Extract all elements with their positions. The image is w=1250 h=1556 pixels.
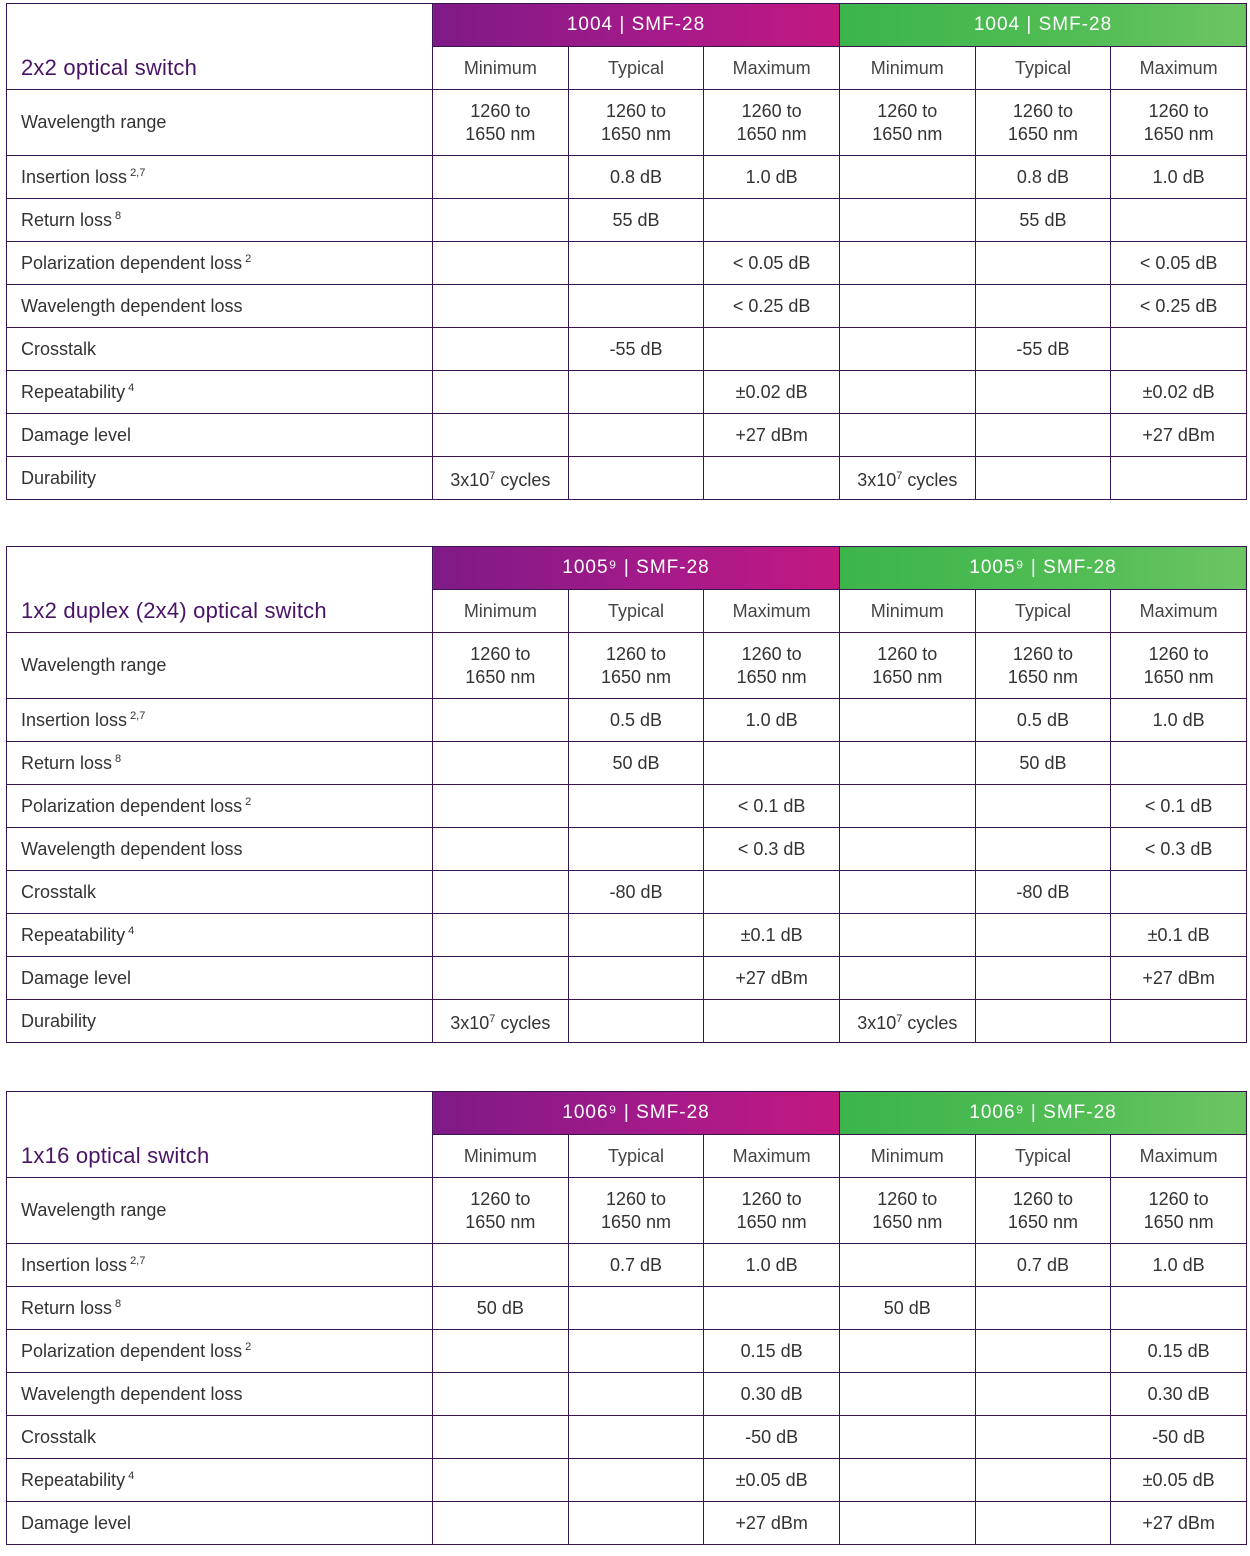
cell xyxy=(568,914,704,957)
cell: 1260 to 1650 nm xyxy=(839,633,975,699)
group-header-right: 1006⁹ | SMF-28 xyxy=(839,1092,1246,1135)
cell: < 0.25 dB xyxy=(1111,285,1247,328)
cell xyxy=(433,285,569,328)
cell xyxy=(433,156,569,199)
col-header: Typical xyxy=(975,47,1111,90)
table-row xyxy=(7,1287,1247,1330)
cell: -80 dB xyxy=(975,871,1111,914)
cell: < 0.3 dB xyxy=(704,828,840,871)
cell: 0.7 dB xyxy=(975,1244,1111,1287)
cell: $3x10^7$ cycles xyxy=(433,1000,569,1043)
cell: 1260 to 1650 nm xyxy=(568,90,704,156)
cell xyxy=(839,1330,975,1373)
cell: 0.15 dB xyxy=(1111,1330,1247,1373)
cell xyxy=(975,914,1111,957)
cell: 1260 to 1650 nm xyxy=(433,90,569,156)
cell xyxy=(839,871,975,914)
table-row xyxy=(7,457,1247,500)
cell: 0.5 dB xyxy=(975,699,1111,742)
cell xyxy=(839,199,975,242)
cell: -50 dB xyxy=(704,1416,840,1459)
cell: ±0.05 dB xyxy=(1111,1459,1247,1502)
cell xyxy=(704,1287,840,1330)
cell: 1260 to 1650 nm xyxy=(975,633,1111,699)
cell xyxy=(433,699,569,742)
cell xyxy=(568,285,704,328)
row-label: Damage level xyxy=(7,1502,433,1545)
cell xyxy=(839,742,975,785)
table-row xyxy=(7,90,1247,156)
table-row xyxy=(7,1178,1247,1244)
row-label: Polarization dependent loss $^2$ xyxy=(7,785,433,828)
table-title: 1x16 optical switch xyxy=(7,1092,433,1178)
cell: +27 dBm xyxy=(704,1502,840,1545)
row-label: Insertion loss $^{2,7}$ xyxy=(7,156,433,199)
col-header: Maximum xyxy=(1111,47,1247,90)
cell: 1.0 dB xyxy=(704,699,840,742)
cell: +27 dBm xyxy=(1111,957,1247,1000)
col-header: Typical xyxy=(568,590,704,633)
cell: +27 dBm xyxy=(1111,1502,1247,1545)
table-row xyxy=(7,871,1247,914)
cell xyxy=(839,785,975,828)
col-header: Minimum xyxy=(433,590,569,633)
cell xyxy=(433,414,569,457)
cell xyxy=(568,1287,704,1330)
cell xyxy=(975,457,1111,500)
cell: 55 dB xyxy=(568,199,704,242)
cell xyxy=(839,1502,975,1545)
row-label: Wavelength range xyxy=(7,633,433,699)
row-label: Wavelength dependent loss xyxy=(7,1373,433,1416)
cell xyxy=(839,1244,975,1287)
cell xyxy=(839,1373,975,1416)
row-label: Repeatability $^4$ xyxy=(7,914,433,957)
table-row xyxy=(7,914,1247,957)
cell xyxy=(975,1330,1111,1373)
cell xyxy=(1111,199,1247,242)
spec-table-2x2 xyxy=(6,3,1247,500)
cell xyxy=(975,414,1111,457)
cell: ±0.02 dB xyxy=(704,371,840,414)
cell xyxy=(433,199,569,242)
cell xyxy=(839,1459,975,1502)
cell xyxy=(975,1000,1111,1043)
cell: ±0.02 dB xyxy=(1111,371,1247,414)
row-label: Crosstalk xyxy=(7,328,433,371)
row-label: Return loss $^8$ xyxy=(7,199,433,242)
cell xyxy=(568,957,704,1000)
col-header: Maximum xyxy=(1111,590,1247,633)
spec-table-1x2-duplex xyxy=(6,546,1247,1043)
table-row xyxy=(7,957,1247,1000)
table-row xyxy=(7,785,1247,828)
cell: 0.5 dB xyxy=(568,699,704,742)
cell xyxy=(975,828,1111,871)
cell xyxy=(975,1459,1111,1502)
cell xyxy=(839,828,975,871)
table-row xyxy=(7,1373,1247,1416)
cell xyxy=(839,242,975,285)
cell xyxy=(975,785,1111,828)
cell: -80 dB xyxy=(568,871,704,914)
cell: < 0.05 dB xyxy=(704,242,840,285)
group-header-right: 1005⁹ | SMF-28 xyxy=(839,547,1246,590)
col-header: Maximum xyxy=(704,590,840,633)
table-title: 2x2 optical switch xyxy=(7,4,433,90)
cell: -55 dB xyxy=(975,328,1111,371)
cell xyxy=(568,1000,704,1043)
table-title: 1x2 duplex (2x4) optical switch xyxy=(7,547,433,633)
group-header-left: 1005⁹ | SMF-28 xyxy=(433,547,840,590)
cell: 1260 to 1650 nm xyxy=(1111,90,1247,156)
cell xyxy=(704,457,840,500)
table-row xyxy=(7,1416,1247,1459)
cell: 55 dB xyxy=(975,199,1111,242)
cell xyxy=(839,285,975,328)
table-row xyxy=(7,1244,1247,1287)
cell xyxy=(568,1416,704,1459)
cell: 0.8 dB xyxy=(975,156,1111,199)
row-label: Insertion loss $^{2,7}$ xyxy=(7,699,433,742)
table-row xyxy=(7,699,1247,742)
cell xyxy=(975,957,1111,1000)
cell xyxy=(568,371,704,414)
col-header: Minimum xyxy=(839,590,975,633)
col-header: Minimum xyxy=(433,1135,569,1178)
cell xyxy=(839,371,975,414)
table-row xyxy=(7,414,1247,457)
cell: 1260 to 1650 nm xyxy=(433,633,569,699)
cell xyxy=(433,1416,569,1459)
cell: < 0.05 dB xyxy=(1111,242,1247,285)
cell: 1.0 dB xyxy=(704,156,840,199)
cell xyxy=(433,328,569,371)
cell xyxy=(433,1459,569,1502)
row-label: Wavelength range xyxy=(7,1178,433,1244)
cell xyxy=(433,914,569,957)
table-row xyxy=(7,156,1247,199)
group-header-right: 1004 | SMF-28 xyxy=(839,4,1246,47)
col-header: Typical xyxy=(975,590,1111,633)
col-header: Maximum xyxy=(1111,1135,1247,1178)
cell: +27 dBm xyxy=(704,414,840,457)
cell xyxy=(568,1502,704,1545)
cell: < 0.1 dB xyxy=(704,785,840,828)
row-label: Wavelength range xyxy=(7,90,433,156)
cell: 0.30 dB xyxy=(704,1373,840,1416)
cell xyxy=(704,199,840,242)
cell: 0.15 dB xyxy=(704,1330,840,1373)
row-label: Wavelength dependent loss xyxy=(7,828,433,871)
cell xyxy=(975,285,1111,328)
table-row xyxy=(7,742,1247,785)
cell xyxy=(568,1373,704,1416)
cell xyxy=(975,1373,1111,1416)
cell xyxy=(1111,742,1247,785)
cell xyxy=(433,1502,569,1545)
col-header: Typical xyxy=(568,47,704,90)
cell: -50 dB xyxy=(1111,1416,1247,1459)
cell xyxy=(975,371,1111,414)
cell: ±0.1 dB xyxy=(1111,914,1247,957)
col-header: Minimum xyxy=(433,47,569,90)
table-row xyxy=(7,1330,1247,1373)
col-header: Minimum xyxy=(839,1135,975,1178)
cell: < 0.25 dB xyxy=(704,285,840,328)
row-label: Return loss $^8$ xyxy=(7,742,433,785)
cell xyxy=(704,871,840,914)
table-row xyxy=(7,199,1247,242)
cell xyxy=(1111,871,1247,914)
table-row xyxy=(7,1502,1247,1545)
cell xyxy=(568,242,704,285)
cell: 1260 to 1650 nm xyxy=(839,90,975,156)
cell xyxy=(568,414,704,457)
cell xyxy=(433,957,569,1000)
cell: 1.0 dB xyxy=(1111,699,1247,742)
cell: 50 dB xyxy=(568,742,704,785)
col-header: Maximum xyxy=(704,1135,840,1178)
table-row xyxy=(7,1000,1247,1043)
col-header: Minimum xyxy=(839,47,975,90)
cell xyxy=(839,957,975,1000)
cell xyxy=(433,1244,569,1287)
cell xyxy=(1111,1287,1247,1330)
table-row xyxy=(7,828,1247,871)
cell xyxy=(433,242,569,285)
cell: 1260 to 1650 nm xyxy=(1111,1178,1247,1244)
cell: 1260 to 1650 nm xyxy=(1111,633,1247,699)
cell xyxy=(839,914,975,957)
table-row xyxy=(7,285,1247,328)
cell xyxy=(839,328,975,371)
cell: 50 dB xyxy=(839,1287,975,1330)
cell: $3x10^7$ cycles xyxy=(433,457,569,500)
cell: 50 dB xyxy=(433,1287,569,1330)
cell xyxy=(1111,328,1247,371)
cell: 1260 to 1650 nm xyxy=(568,633,704,699)
col-header: Maximum xyxy=(704,47,840,90)
cell xyxy=(975,1416,1111,1459)
cell: +27 dBm xyxy=(1111,414,1247,457)
cell xyxy=(568,1459,704,1502)
cell xyxy=(839,1416,975,1459)
cell xyxy=(568,785,704,828)
table-row xyxy=(7,1459,1247,1502)
cell xyxy=(839,699,975,742)
cell: $3x10^7$ cycles xyxy=(839,1000,975,1043)
table-row xyxy=(7,328,1247,371)
table-row xyxy=(7,242,1247,285)
cell xyxy=(1111,457,1247,500)
spec-table-1x16 xyxy=(6,1091,1247,1545)
table-row xyxy=(7,633,1247,699)
cell: 1260 to 1650 nm xyxy=(704,633,840,699)
cell xyxy=(839,414,975,457)
cell xyxy=(433,785,569,828)
cell: 1260 to 1650 nm xyxy=(568,1178,704,1244)
row-label: Repeatability $^4$ xyxy=(7,1459,433,1502)
row-label: Damage level xyxy=(7,414,433,457)
row-label: Polarization dependent loss $^2$ xyxy=(7,242,433,285)
col-header: Typical xyxy=(975,1135,1111,1178)
group-header-left: 1006⁹ | SMF-28 xyxy=(433,1092,840,1135)
cell: < 0.1 dB xyxy=(1111,785,1247,828)
cell: 1260 to 1650 nm xyxy=(975,90,1111,156)
cell xyxy=(568,457,704,500)
row-label: Durability xyxy=(7,457,433,500)
cell: -55 dB xyxy=(568,328,704,371)
row-label: Polarization dependent loss $^2$ xyxy=(7,1330,433,1373)
cell xyxy=(433,871,569,914)
cell: 1.0 dB xyxy=(704,1244,840,1287)
row-label: Durability xyxy=(7,1000,433,1043)
cell: $3x10^7$ cycles xyxy=(839,457,975,500)
cell xyxy=(1111,1000,1247,1043)
cell: < 0.3 dB xyxy=(1111,828,1247,871)
group-header-left: 1004 | SMF-28 xyxy=(433,4,840,47)
cell: ±0.1 dB xyxy=(704,914,840,957)
cell xyxy=(704,328,840,371)
cell: 0.30 dB xyxy=(1111,1373,1247,1416)
cell: 1260 to 1650 nm xyxy=(975,1178,1111,1244)
cell xyxy=(433,1330,569,1373)
row-label: Return loss $^8$ xyxy=(7,1287,433,1330)
cell: 50 dB xyxy=(975,742,1111,785)
cell: 1260 to 1650 nm xyxy=(704,90,840,156)
cell: ±0.05 dB xyxy=(704,1459,840,1502)
cell xyxy=(704,1000,840,1043)
cell xyxy=(839,156,975,199)
cell: 1.0 dB xyxy=(1111,1244,1247,1287)
cell: 1260 to 1650 nm xyxy=(704,1178,840,1244)
cell: 1.0 dB xyxy=(1111,156,1247,199)
row-label: Crosstalk xyxy=(7,1416,433,1459)
row-label: Wavelength dependent loss xyxy=(7,285,433,328)
col-header: Typical xyxy=(568,1135,704,1178)
cell xyxy=(433,371,569,414)
cell xyxy=(975,1287,1111,1330)
cell xyxy=(975,242,1111,285)
cell xyxy=(975,1502,1111,1545)
row-label: Damage level xyxy=(7,957,433,1000)
table-row xyxy=(7,371,1247,414)
cell: 0.7 dB xyxy=(568,1244,704,1287)
cell: +27 dBm xyxy=(704,957,840,1000)
cell xyxy=(433,828,569,871)
cell xyxy=(568,828,704,871)
cell xyxy=(433,1373,569,1416)
cell: 0.8 dB xyxy=(568,156,704,199)
cell: 1260 to 1650 nm xyxy=(433,1178,569,1244)
cell xyxy=(704,742,840,785)
cell xyxy=(568,1330,704,1373)
row-label: Crosstalk xyxy=(7,871,433,914)
row-label: Insertion loss $^{2,7}$ xyxy=(7,1244,433,1287)
row-label: Repeatability $^4$ xyxy=(7,371,433,414)
cell: 1260 to 1650 nm xyxy=(839,1178,975,1244)
cell xyxy=(433,742,569,785)
